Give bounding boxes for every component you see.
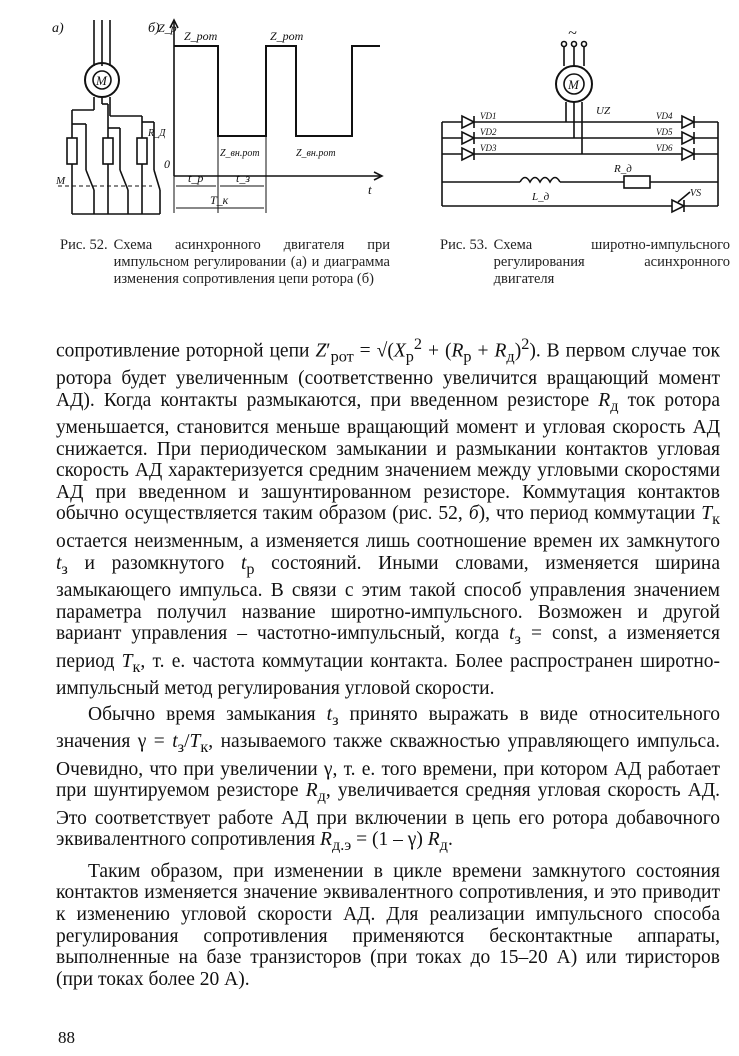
fig53-vd6-label: VD6 bbox=[656, 143, 673, 153]
fig52-resistor-label: R_Д bbox=[148, 128, 166, 139]
fig52-switch-label: М bbox=[56, 175, 66, 187]
fig52-zvn-label-2: Z_вн.рот bbox=[296, 148, 336, 159]
fig52-panel-a-label: а) bbox=[52, 21, 64, 36]
figure-52-caption bbox=[60, 237, 390, 288]
paragraph-3: Таким образом, при изменении в цикле времени замкнутого состояния контактов изменяется значение эквивалентного сопротивления, и это приводит к изменению угловой скорости АД. Для реализации импульсного способа регулирования сопротивления применяются бесконтактные аппараты, выполненные на базе транзисторов (при токах до 15–20 А) или тиристоров (при токах более 20 А). bbox=[56, 860, 720, 990]
figure-53-schematic bbox=[428, 24, 728, 229]
fig52-zrot-label-2: Z_рот bbox=[270, 29, 304, 43]
fig52-tp-label: t_р bbox=[188, 171, 204, 185]
figure-53-caption-text: Схема широтно-импульсного регулирования асинхронного двигателя bbox=[493, 237, 730, 287]
figure-53-caption-number: Рис. 53. bbox=[440, 237, 488, 253]
paragraph-1: сопротивление роторной цепи $Z'_{рот} = √(X_р^2 + (R_р + R_д)^2)$. В первом случае ток ротора будет увеличенным (соответственно увеличится вращающий момент АД). Когда контакты размыкаются, при введенном резисторе $R_д$ ток ротора уменьшается, становится меньше вращающий момент и угловая скорость АД снижается. При периодическом замыкании и размыкании контактов угловая скорость АД характеризуется средним значением между угловыми скоростями АД при введенном и зашунтированном резисторе. Коммутация контактов обычно осуществляется таким образом (рис. 52, б), что период коммутации $T_к$ остается неизменным, а изменяется лишь соотношение времен их замкнутого $t_з$ и разомкнутого $t_р$ состояний. Иными словами, изменяется ширина замыкающего импульса. В связи с этим такой способ управления значением параметра получил название широтно-импульсного. Возможен и другой вариант управления – частотно-импульсный, когда $t_з$ = const, а изменяется период $T_к$, т. е. частота коммутации контакта. Более распространен широтно-импульсный метод регулирования угловой скорости. bbox=[56, 335, 721, 700]
fig52-tk-label: Т_к bbox=[210, 193, 229, 207]
fig53-tilde: ~ bbox=[568, 25, 577, 42]
paragraph-2: Обычно время замыкания $t_з$ принято выражать в виде относительного значения $\gamma = t_з/T_к$, называемого также скважностью управляющего импульса. Очевидно, что при увеличении γ, т. е. того времени, при котором АД работает при шунтируемом резисторе $R_д$, увеличивается средняя угловая скорость АД. Это соответствует работе АД при включении в цепь его ротора добавочного эквивалентного сопротивления $R_{д.э} = (1 - \gamma)$ $R_д$. bbox=[56, 703, 720, 855]
fig53-uz-label: UZ bbox=[596, 105, 611, 117]
fig53-vd1-label: VD1 bbox=[480, 111, 497, 121]
fig52-zrot-label-1: Z_рот bbox=[184, 29, 218, 43]
fig53-ld-label: L_д bbox=[532, 191, 550, 203]
fig53-rd-label: R_д bbox=[614, 163, 632, 175]
fig52-zvn-label-1: Z_вн.рот bbox=[220, 148, 260, 159]
fig53-vd3-label: VD3 bbox=[480, 143, 497, 153]
page-number: 88 bbox=[58, 1028, 75, 1047]
fig52-motor-label: М bbox=[96, 73, 107, 88]
fig53-vs-label: VS bbox=[690, 188, 702, 199]
fig52-panel-b-label: б) bbox=[148, 21, 160, 36]
figure-52-caption-text: Схема асинхронного двигателя при импульсном регулировании (а) и диаграмма изменения сопротивления цепи ротора (б) bbox=[113, 237, 390, 287]
fig52-t-axis-label: t bbox=[368, 182, 372, 197]
body-text bbox=[56, 334, 720, 990]
fig52-origin-label: 0 bbox=[164, 157, 170, 171]
fig53-vd5-label: VD5 bbox=[656, 127, 673, 137]
figure-52b-diagram bbox=[148, 18, 388, 223]
fig52-zp-axis-label: Z_p bbox=[158, 21, 177, 35]
figures-area bbox=[0, 0, 739, 330]
fig53-vd2-label: VD2 bbox=[480, 127, 497, 137]
figure-53-caption bbox=[440, 237, 730, 288]
fig52-tz-label: t_з bbox=[236, 171, 251, 185]
fig53-vd4-label: VD4 bbox=[656, 111, 673, 121]
figure-52-caption-number: Рис. 52. bbox=[60, 237, 108, 253]
fig53-motor-label: М bbox=[568, 77, 579, 92]
